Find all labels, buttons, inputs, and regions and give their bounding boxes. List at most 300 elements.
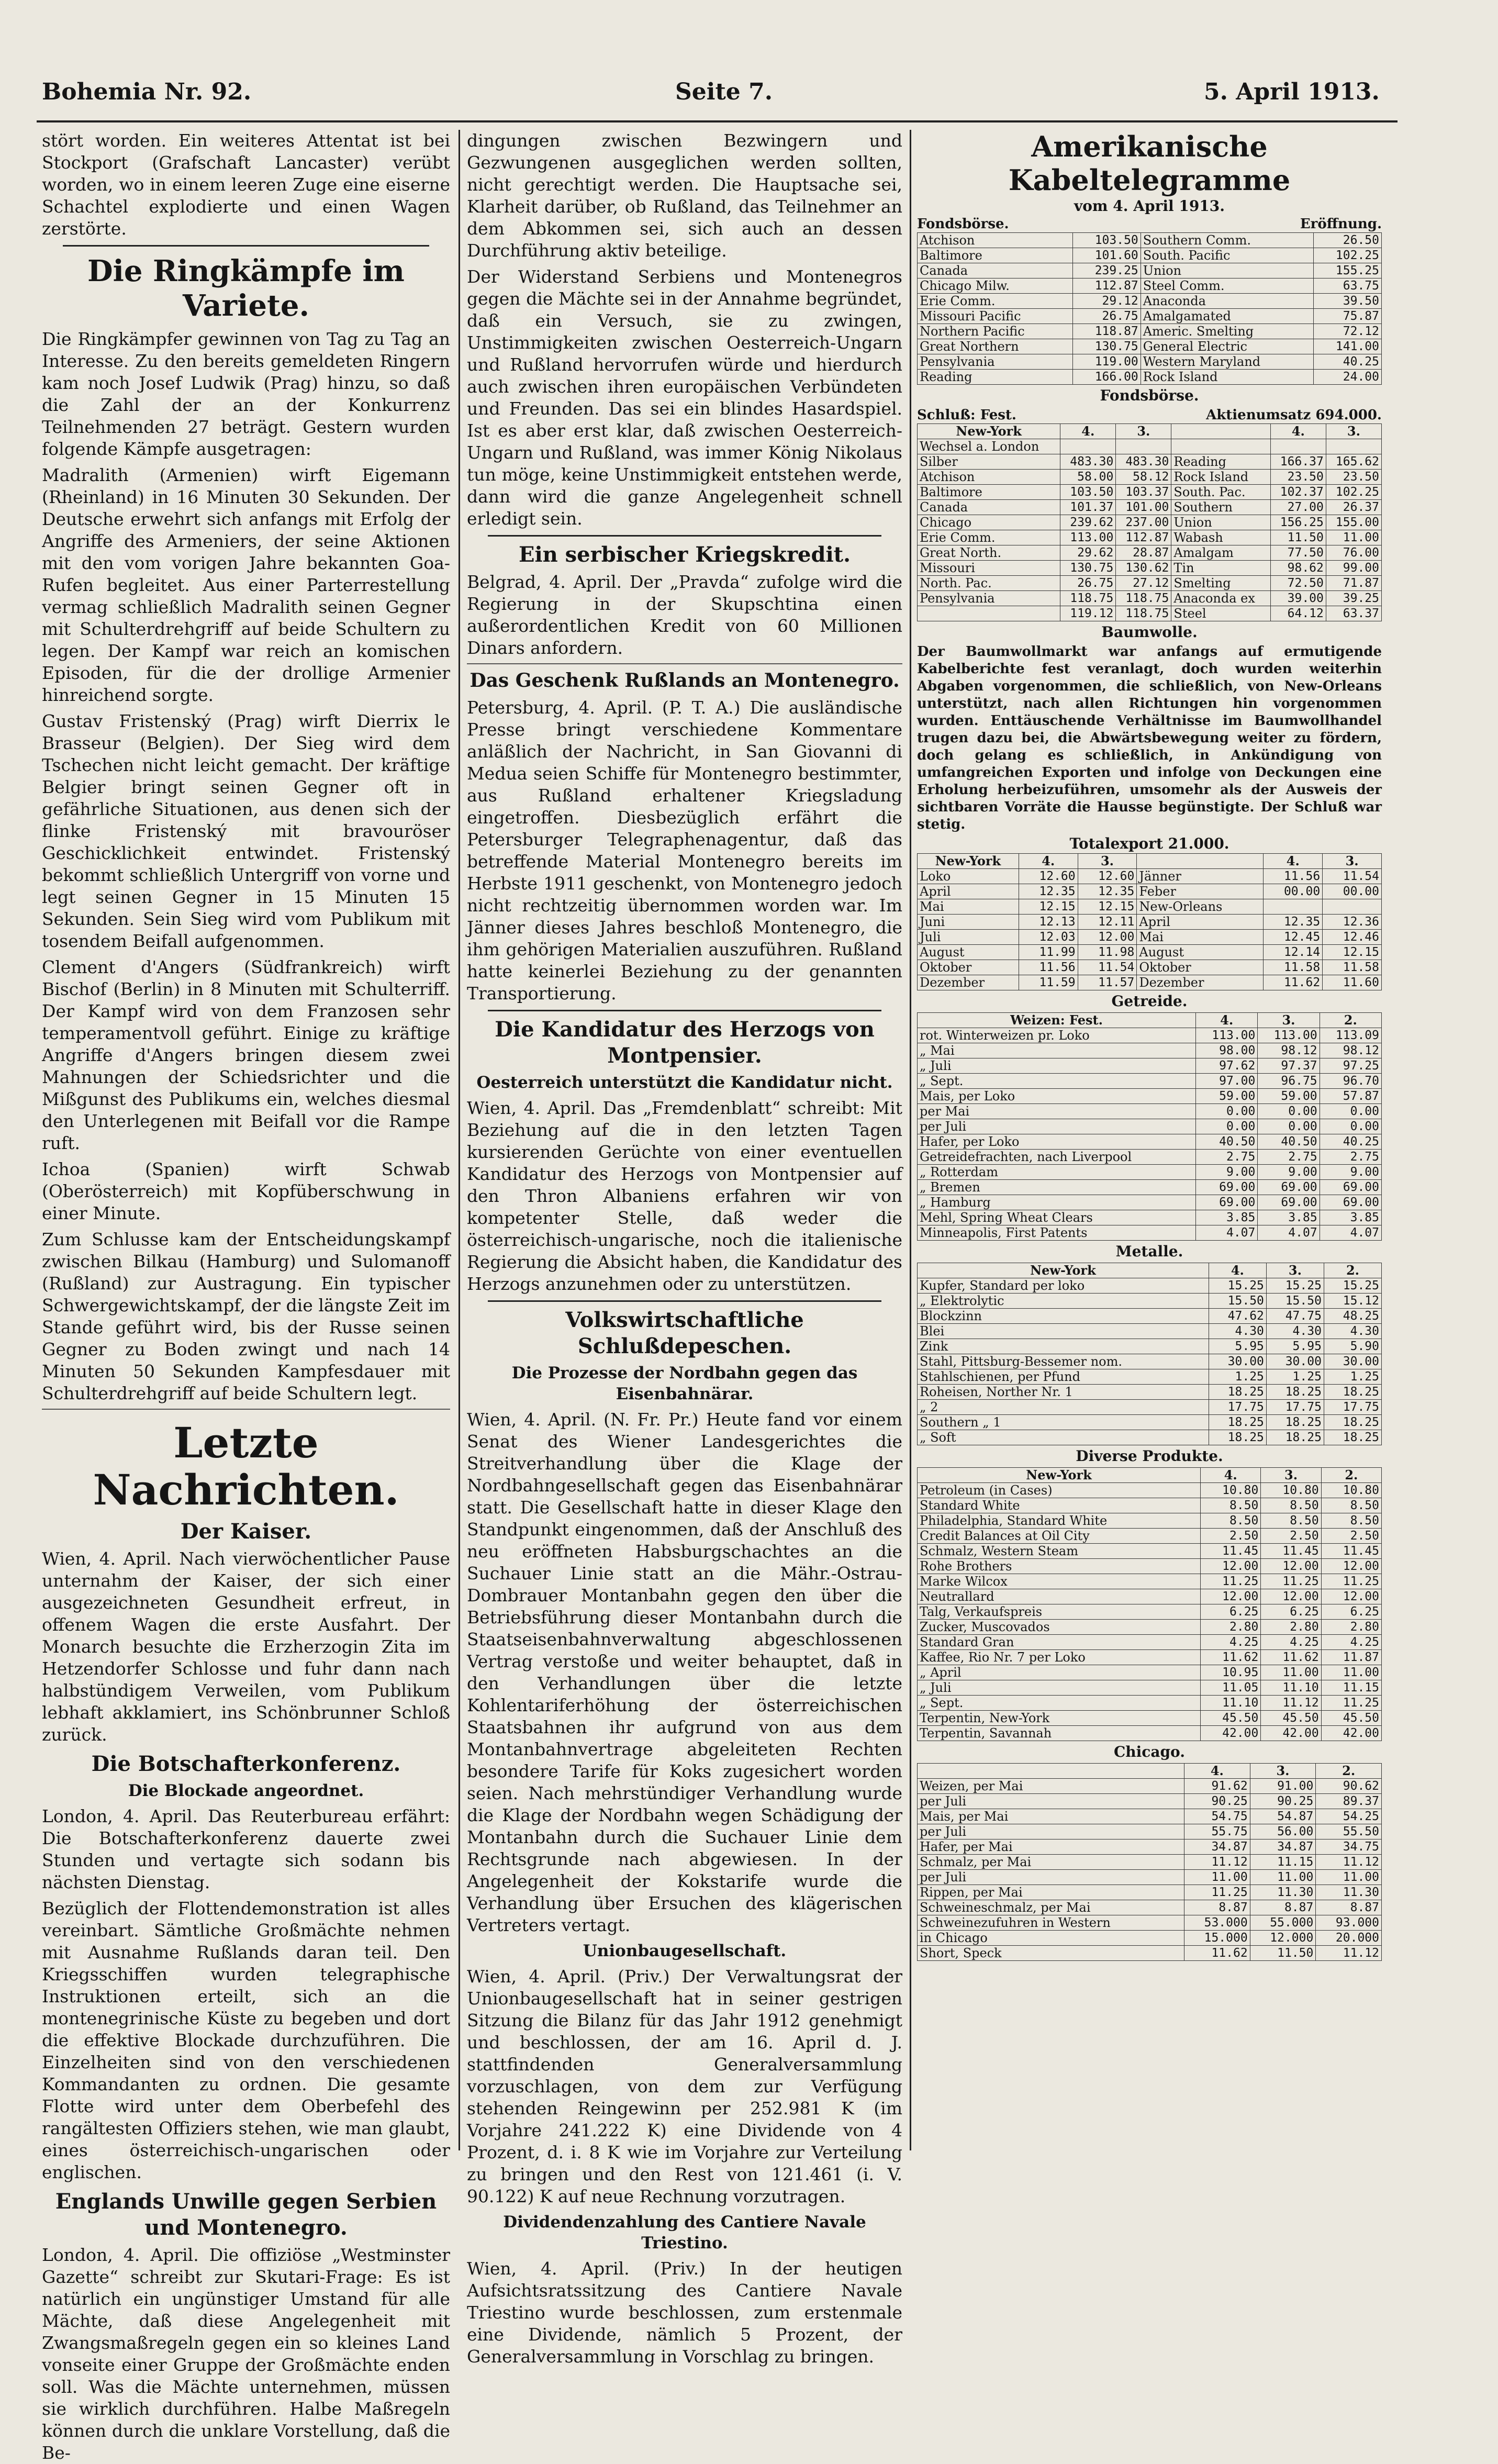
table-cell: 12.00 <box>1261 1589 1321 1604</box>
table-cell: 0.00 <box>1196 1119 1258 1134</box>
table-cell: 11.12 <box>1184 1855 1250 1870</box>
table-header-row <box>918 1263 1382 1278</box>
table-cell: 34.87 <box>1184 1839 1250 1855</box>
paragraph: Clement d'Angers (Südfrankreich) wirft Bischof (Berlin) in 8 Minuten mit Schulterriff. Der Kampf wird von dem Franzosen sehr temperamentvoll geführt. Einige zu kräftige Angriffe d'Angers bringen diesem zwei Mahnungen der Schiedsrichter und die Mißgunst des Publikums ein, welches diesmal den Unterlegenen mit Beifall vor die Rampe ruft. <box>42 957 450 1153</box>
table-cell: Americ. Smelting <box>1141 324 1313 339</box>
table-cell: „ Hamburg <box>918 1195 1196 1210</box>
column-2 <box>467 130 902 2367</box>
table-cell: Pensylvania <box>918 591 1060 606</box>
column-header: New-York <box>918 1468 1201 1483</box>
table-cell: 29.12 <box>1072 294 1141 309</box>
table-cell: 4.25 <box>1261 1635 1321 1650</box>
table-cell: 18.25 <box>1209 1385 1266 1400</box>
fonds-header <box>917 216 1382 232</box>
table-cell: Jänner <box>1137 869 1264 884</box>
table-cell: 11.54 <box>1078 960 1137 975</box>
table-row <box>918 263 1382 278</box>
table-cell: 11.00 <box>1316 1870 1382 1885</box>
table-cell: Union <box>1141 263 1313 278</box>
table-cell: 71.87 <box>1326 576 1381 591</box>
paragraph: Petersburg, 4. April. (P. T. A.) Die ausländische Presse bringt verschiedene Kommentare anläßlich der Nachricht, in San Giovanni di Medua seien Schiffe für Montenegro bestimmter, aus Rußland erhaltener Kriegsladung eingetroffen. Diesbezüglich erfährt die Petersburger Telegraphenagentur, daß das betreffende Material Montenegro bereits im Herbste 1911 geschenkt, von Montenegro jedoch nicht rechtzeitig übernommen worden war. Im Jänner dieses Jahres beschloß Montenegro, die ihm gehörigen Materialien auszuführen. Rußland hatte keinerlei Beziehung zu der genannten Transportierung. <box>467 697 902 1004</box>
table-cell: 11.62 <box>1264 975 1323 990</box>
table-cell: Marke Wilcox <box>918 1574 1201 1589</box>
table-cell: Canada <box>918 263 1073 278</box>
eroeffnung-label: Eröffnung. <box>1300 216 1382 232</box>
table-cell: 0.00 <box>1320 1119 1381 1134</box>
table-cell: 97.62 <box>1196 1058 1258 1074</box>
table-cell: 3.85 <box>1320 1210 1381 1225</box>
table-cell: 9.00 <box>1320 1165 1381 1180</box>
table-cell: 11.25 <box>1321 1574 1381 1589</box>
table-row <box>918 1278 1382 1294</box>
table-cell: Great North. <box>918 545 1060 561</box>
table-cell: 12.14 <box>1264 945 1323 960</box>
table-cell: 54.87 <box>1250 1809 1316 1824</box>
table-row <box>918 1074 1382 1089</box>
table-cell: Reading <box>1171 454 1270 470</box>
table-row <box>918 899 1382 915</box>
grain-table <box>917 1012 1382 1241</box>
table-cell: 11.56 <box>1264 869 1323 884</box>
table-row <box>918 1726 1382 1741</box>
paragraph: Wien, 4. April. (Priv.) Der Verwaltungsrat der Unionbaugesellschaft hat in seiner gestrigen Sitzung die Bilanz für das Jahr 1912 genehmigt und beschlossen, der am 16. April d. J. stattfindenden Generalversammlung vorzuschlagen, von dem zur Verfügung stehenden Reingewinn per 252.981 K (im Vorjahre 241.222 K) eine Dividende von 4 Prozent, d. i. 8 K wie im Vorjahre zur Verteilung zu bringen und den Rest von 121.461 (i. V. 90.122) K auf neue Rechnung vorzutragen. <box>467 1966 902 2206</box>
table-cell: April <box>918 884 1019 899</box>
column-header: 3. <box>1266 1263 1324 1278</box>
paragraph: Gustav Fristenský (Prag) wirft Dierrix le Brasseur (Belgien). Der Sieg wird dem Tschechen nicht leicht gemacht. Der kräftige Belgier bringt seinen Gegner oft in gefährliche Situationen, aus denen sich der flinke Fristenský mit bravouröser Geschicklichkeit entwindet. Fristenský bekommt schließlich Untergriff von vorne und legt seinen Gegner in 15 Minuten 15 Sekunden. Sein Sieg wird vom Publikum mit tosendem Beifall aufgenommen. <box>42 711 450 951</box>
table-cell: 58.12 <box>1116 470 1171 485</box>
headline-geschenk-russlands: Das Geschenk Rußlands an Montenegro. <box>469 670 900 692</box>
table-cell: 12.00 <box>1201 1589 1261 1604</box>
table-cell: 10.80 <box>1201 1483 1261 1498</box>
table-row <box>918 1089 1382 1104</box>
table-cell: 113.00 <box>1196 1028 1258 1043</box>
table-cell: 23.50 <box>1326 470 1381 485</box>
column-1 <box>42 130 450 2463</box>
table-cell: 10.95 <box>1201 1665 1261 1680</box>
table-cell: 57.87 <box>1320 1089 1381 1104</box>
table-cell: Terpentin, Savannah <box>918 1726 1201 1741</box>
table-cell: 29.62 <box>1060 545 1116 561</box>
table-cell: 91.62 <box>1184 1779 1250 1794</box>
table-cell: 102.25 <box>1313 248 1381 263</box>
table-cell: 76.00 <box>1326 545 1381 561</box>
paragraph: London, 4. April. Das Reuterbureau erfährt: Die Botschafterkonferenz dauerte zwei Stunden und vertagte sich sodann bis nächsten Dienstag. <box>42 1806 450 1892</box>
table-cell: 4.30 <box>1324 1324 1381 1339</box>
schluss-label: Schluß: Fest. <box>917 407 1016 423</box>
table-cell: Zink <box>918 1339 1209 1354</box>
table-cell: Mais, per Mai <box>918 1809 1184 1824</box>
table-cell: Silber <box>918 454 1060 470</box>
table-cell: 91.00 <box>1250 1779 1316 1794</box>
table-cell: 0.00 <box>1320 1104 1381 1119</box>
table-cell: 18.25 <box>1324 1415 1381 1430</box>
table-cell: 39.50 <box>1313 294 1381 309</box>
table-row <box>918 294 1382 309</box>
column-header: New-York <box>918 424 1060 439</box>
table-row <box>918 1559 1382 1574</box>
table-cell: Dezember <box>1137 975 1264 990</box>
column-rule-1 <box>459 130 460 2150</box>
table-cell: 4.25 <box>1201 1635 1261 1650</box>
table-row <box>918 324 1382 339</box>
table-cell: 15.25 <box>1209 1278 1266 1294</box>
column-header: 4. <box>1019 854 1078 869</box>
table-cell: 118.87 <box>1072 324 1141 339</box>
subheadline-kandidatur: Oesterreich unterstützt die Kandidatur nicht. <box>476 1073 893 1092</box>
table-cell: 59.00 <box>1258 1089 1320 1104</box>
table-row <box>918 869 1382 884</box>
table-cell: 4.30 <box>1266 1324 1324 1339</box>
table-row <box>918 1483 1382 1498</box>
table-header-row <box>918 854 1382 869</box>
table-cell: Union <box>1171 515 1270 530</box>
table-cell: 166.00 <box>1072 370 1141 385</box>
table-cell: Smelting <box>1171 576 1270 591</box>
paragraph: Zum Schlusse kam der Entscheidungskampf zwischen Bilkau (Hamburg) und Sulomanoff (Rußland) zur Austragung. Ein typischer Schwergewichtskampf, der die längste Zeit im Stande geführt wird, bis der Russe seinen Gegner zu Boden zwingt und nach 14 Minuten 50 Sekunden Kampfesdauer mit Schulterdrehgriff auf beide Schultern legt. <box>42 1229 450 1403</box>
table-row <box>918 1870 1382 1885</box>
table-cell: Roheisen, Norther Nr. 1 <box>918 1385 1209 1400</box>
table-cell: 90.62 <box>1316 1779 1382 1794</box>
table-cell: 69.00 <box>1258 1195 1320 1210</box>
table-cell: 75.87 <box>1313 309 1381 324</box>
table-cell: 2.75 <box>1320 1150 1381 1165</box>
table-cell: 6.25 <box>1321 1604 1381 1620</box>
table-cell: New-Orleans <box>1137 899 1264 915</box>
table-cell: 11.10 <box>1201 1696 1261 1711</box>
separator <box>42 1409 450 1410</box>
table-cell <box>1326 439 1381 454</box>
table-row <box>918 1043 1382 1058</box>
table-cell: 15.50 <box>1266 1294 1324 1309</box>
table-cell: Blockzinn <box>918 1309 1209 1324</box>
table-cell: 77.50 <box>1270 545 1326 561</box>
table-row <box>918 1400 1382 1415</box>
table-cell: 72.50 <box>1270 576 1326 591</box>
paragraph: Wien, 4. April. Das „Fremdenblatt“ schreibt: Mit Beziehung auf die in den letzten Tagen kursierenden Gerüchte von einer eventuellen Kandidatur des Herzogs von Montpensier auf den Thron Albaniens erfahren wir von kompetenter Stelle, daß weder die österreichisch-ungarische, noch die italienische Regierung die Absicht haben, die Kandidatur des Herzogs anzunehmen oder zu unterstützen. <box>467 1098 902 1294</box>
table-cell: 47.75 <box>1266 1309 1324 1324</box>
table-row <box>918 1946 1382 1961</box>
fonds-label: Fondsbörse. <box>917 216 1009 232</box>
table-cell: 42.00 <box>1261 1726 1321 1741</box>
table-row <box>918 1498 1382 1513</box>
table-cell: 93.000 <box>1316 1915 1382 1931</box>
table-cell: 0.00 <box>1258 1119 1320 1134</box>
table-cell: 11.58 <box>1323 960 1382 975</box>
table-cell: 42.00 <box>1321 1726 1381 1741</box>
table-cell: 11.12 <box>1316 1946 1382 1961</box>
date-line: vom 4. April 1913. <box>1074 197 1225 215</box>
opening-quotes-table <box>917 232 1382 385</box>
column-header: 2. <box>1321 1468 1381 1483</box>
table-cell: 11.50 <box>1270 530 1326 545</box>
column-header: 3. <box>1323 854 1382 869</box>
table-cell: 239.25 <box>1072 263 1141 278</box>
fonds2-label: Fondsbörse. <box>1100 387 1199 404</box>
table-row <box>918 1104 1382 1119</box>
table-cell: 11.25 <box>1261 1574 1321 1589</box>
table-cell: 97.25 <box>1320 1058 1381 1074</box>
headline-botschafterkonferenz: Die Botschafterkonferenz. <box>91 1752 401 1776</box>
table-row <box>918 1900 1382 1915</box>
table-cell: Talg, Verkaufspreis <box>918 1604 1201 1620</box>
table-cell: Petroleum (in Cases) <box>918 1483 1201 1498</box>
table-cell: 12.00 <box>1321 1589 1381 1604</box>
table-row <box>918 454 1382 470</box>
table-cell: Pensylvania <box>918 354 1073 370</box>
table-cell: 4.07 <box>1196 1225 1258 1241</box>
table-cell: 11.98 <box>1078 945 1137 960</box>
table-cell: 11.87 <box>1321 1650 1381 1665</box>
table-cell: South. Pac. <box>1171 485 1270 500</box>
separator <box>488 535 881 537</box>
table-row <box>918 1529 1382 1544</box>
table-cell: „ April <box>918 1665 1201 1680</box>
table-cell: 11.15 <box>1250 1855 1316 1870</box>
table-cell: Oktober <box>918 960 1019 975</box>
table-row <box>918 1180 1382 1195</box>
table-cell: 11.30 <box>1250 1885 1316 1900</box>
table-row <box>918 975 1382 990</box>
column-header: Weizen: Fest. <box>918 1013 1196 1028</box>
table-cell: Steel <box>1171 606 1270 621</box>
table-row <box>918 1134 1382 1150</box>
table-cell: Southern „ 1 <box>918 1415 1209 1430</box>
table-cell: Juli <box>918 930 1019 945</box>
table-cell: 18.25 <box>1266 1430 1324 1445</box>
table-row <box>918 960 1382 975</box>
table-row <box>918 915 1382 930</box>
table-cell: Erie Comm. <box>918 294 1073 309</box>
table-cell: Steel Comm. <box>1141 278 1313 294</box>
table-cell: Terpentin, New-York <box>918 1711 1201 1726</box>
subheadline-dividende: Dividendenzahlung des Cantiere Navale Triestino. <box>503 2213 866 2253</box>
table-row <box>918 1589 1382 1604</box>
table-cell: „ Juli <box>918 1058 1196 1074</box>
table-row <box>918 1195 1382 1210</box>
table-cell: 12.60 <box>1078 869 1137 884</box>
table-cell: Schmalz, per Mai <box>918 1855 1184 1870</box>
table-cell: Schweineschmalz, per Mai <box>918 1900 1184 1915</box>
table-cell: 40.25 <box>1320 1134 1381 1150</box>
table-cell: Canada <box>918 500 1060 515</box>
paragraph: London, 4. April. Die offiziöse „Westminster Gazette“ schreibt zur Skutari-Frage: Es ist natürlich ein ungünstiger Umstand für alle Mächte, daß diese Angelegenheit mit Zwangsmaßregeln gegen ein so kleines Land vonseite einer Gruppe der Großmächte enden soll. Was die Mächte unternehmen, müssen sie wirklich durchführen. Halbe Maßregeln können durch die unklare Vorstellung, daß die Be- <box>42 2245 450 2463</box>
table-cell: Dezember <box>918 975 1019 990</box>
table-cell: 11.12 <box>1316 1855 1382 1870</box>
table-cell: 102.37 <box>1270 485 1326 500</box>
table-cell: 12.36 <box>1323 915 1382 930</box>
table-cell: 40.50 <box>1258 1134 1320 1150</box>
table-row <box>918 1809 1382 1824</box>
table-cell: 34.87 <box>1250 1839 1316 1855</box>
table-cell: 15.25 <box>1324 1278 1381 1294</box>
table-cell: 58.00 <box>1060 470 1116 485</box>
table-cell: „ Elektrolytic <box>918 1294 1209 1309</box>
table-cell: 17.75 <box>1324 1400 1381 1415</box>
table-row <box>918 1415 1382 1430</box>
table-cell: 2.80 <box>1261 1620 1321 1635</box>
table-cell: 11.62 <box>1184 1946 1250 1961</box>
table-row <box>918 591 1382 606</box>
table-cell: 55.50 <box>1316 1824 1382 1839</box>
table-row <box>918 1680 1382 1696</box>
subheadline-unionbau: Unionbaugesellschaft. <box>583 1942 787 1960</box>
table-cell: 12.60 <box>1019 869 1078 884</box>
table-cell: 00.00 <box>1264 884 1323 899</box>
table-cell: 99.00 <box>1326 561 1381 576</box>
table-cell: 18.25 <box>1324 1430 1381 1445</box>
table-header-row <box>918 1013 1382 1028</box>
table-cell: Neutrallard <box>918 1589 1201 1604</box>
headline-ringkaempfe: Die Ringkämpfe im Variete. <box>87 254 405 323</box>
column-header: 4. <box>1196 1013 1258 1028</box>
table-cell: Mehl, Spring Wheat Clears <box>918 1210 1196 1225</box>
table-cell: 69.00 <box>1196 1180 1258 1195</box>
table-cell: 20.000 <box>1316 1931 1382 1946</box>
metalle-label: Metalle. <box>1115 1243 1183 1260</box>
table-cell: „ Rotterdam <box>918 1165 1196 1180</box>
table-cell: Anaconda <box>1141 294 1313 309</box>
paragraph: Bezüglich der Flottendemonstration ist alles vereinbart. Sämtliche Großmächte nehmen mit Ausnahme Rußlands daran teil. Den Kriegsschiffen wurden telegraphische Instruktionen erteilt, sich an die montenegrinische Küste zu begeben und dort die effektive Blockade durchzuführen. Die Einzelheiten sind von den verschiedenen Kommandanten zu ordnen. Die gesamte Flotte wird unter dem Oberbefehl des rangältesten Offiziers stehen, wie man glaubt, eines österreichisch-ungarischen oder englischen. <box>42 1898 450 2182</box>
table-cell: 27.12 <box>1116 576 1171 591</box>
separator <box>488 1300 881 1302</box>
table-cell: 18.25 <box>1209 1430 1266 1445</box>
table-cell: 56.00 <box>1250 1824 1316 1839</box>
table-cell: 483.30 <box>1060 454 1116 470</box>
table-cell: 15.12 <box>1324 1294 1381 1309</box>
table-cell: 45.50 <box>1321 1711 1381 1726</box>
table-row <box>918 1150 1382 1165</box>
table-cell: 11.45 <box>1201 1544 1261 1559</box>
table-cell: 9.00 <box>1196 1165 1258 1180</box>
table-cell: 11.56 <box>1019 960 1078 975</box>
table-cell: 113.00 <box>1258 1028 1320 1043</box>
table-cell: Missouri Pacific <box>918 309 1073 324</box>
table-cell <box>1116 439 1171 454</box>
table-cell: 39.25 <box>1326 591 1381 606</box>
paragraph: Der Widerstand Serbiens und Montenegros gegen die Mächte sei in der Annahme begründet, daß ein Versuch, sie zu zwingen, Unstimmigkeiten zwischen Oesterreich-Ungarn und Rußland hervorrufen würde und hierdurch auch zwischen ihren europäischen Verbündeten und Freunden. Das sei ein blindes Hasardspiel. Ist es aber erst klar, daß zwischen Oesterreich-Ungarn und Rußland, was immer König Nikolaus tun möge, keine Unstimmigkeit entstehen werde, dann wird die ganze Angelegenheit schnell erledigt sein. <box>467 266 902 529</box>
table-cell: 103.50 <box>1060 485 1116 500</box>
table-cell: 10.80 <box>1261 1483 1321 1498</box>
table-row <box>918 1119 1382 1134</box>
table-cell: 101.00 <box>1116 500 1171 515</box>
table-cell: 8.50 <box>1321 1513 1381 1529</box>
table-cell: 54.25 <box>1316 1809 1382 1824</box>
table-row <box>918 1574 1382 1589</box>
table-cell: August <box>918 945 1019 960</box>
paragraph: Wien, 4. April. (N. Fr. Pr.) Heute fand vor einem Senat des Wiener Landesgerichtes die Streitverhandlung über die Klage der Nordbahngesellschaft gegen das Eisenbahnärar statt. Die Gesellschaft hatte in dieser Klage den Standpunkt eingenommen, daß der Anschluß des neu eröffneten Habsburgschachtes an die Suchauer Linie statt an die Mähr.-Ostrau-Dombrauer Montanbahn gegen den über die Betriebsführung dieser Montanbahn durch die Staatseisenbahnverwaltung abgeschlossenen Vertrag verstoße und weiter behauptet, daß in den Verhandlungen über die letzte Kohlentariferhöhung der österreichischen Staatsbahnen ihr aufgrund von aus dem Montanbahnvertrage abgeleiteten Rechten besondere Tarife für Koks zugesichert worden seien. Nach mehrstündiger Verhandlung wurde die Klage der Nordbahn wegen Schädigung der Montanbahn durch die Suchauer Linie dem Rechtsgrunde nach abgewiesen. In der Angelegenheit der Kokstarife wurde die Verhandlung über Ersuchen des klägerischen Vertreters vertagt. <box>467 1409 902 1935</box>
table-cell: 97.37 <box>1258 1058 1320 1074</box>
table-cell: 5.90 <box>1324 1339 1381 1354</box>
separator <box>488 1010 881 1011</box>
table-row <box>918 1385 1382 1400</box>
baumwolle-report: Der Baumwollmarkt war anfangs auf ermutigende Kabelberichte fest veranlagt, doch wurden weiterhin Abgaben vorgenommen, die schließlich, von New-Orleans unterstützt, nach allen Richtungen hin vorgenommen wurden. Enttäuschende Verhältnisse im Baumwollhandel trugen dazu bei, die Abwärtsbewegung weiter zu fördern, doch gelang es schließlich, in Ankündigung von umfangreichen Exporten und infolge von Deckungen eine Erholung herbeizuführen, umsomehr als der Ausweis der sichtbaren Vorräte die Hausse begünstigte. Der Schluß war stetig. <box>917 644 1382 832</box>
table-row <box>918 1665 1382 1680</box>
table-row <box>918 278 1382 294</box>
table-row <box>918 1650 1382 1665</box>
table-row <box>918 1369 1382 1385</box>
table-cell: 155.00 <box>1326 515 1381 530</box>
separator <box>63 245 429 247</box>
table-row <box>918 1839 1382 1855</box>
table-cell: 45.50 <box>1201 1711 1261 1726</box>
table-cell: 40.25 <box>1313 354 1381 370</box>
table-cell: 23.50 <box>1270 470 1326 485</box>
table-cell: Western Maryland <box>1141 354 1313 370</box>
table-row <box>918 930 1382 945</box>
column-header: 3. <box>1261 1468 1321 1483</box>
headline-kaiser: Der Kaiser. <box>180 1519 312 1544</box>
table-cell: 96.70 <box>1320 1074 1381 1089</box>
table-row <box>918 339 1382 354</box>
table-cell: 18.25 <box>1266 1385 1324 1400</box>
table-cell: 30.00 <box>1266 1354 1324 1369</box>
table-cell: 12.46 <box>1323 930 1382 945</box>
table-cell: Erie Comm. <box>918 530 1060 545</box>
schluss-line <box>917 407 1382 423</box>
table-cell: 24.00 <box>1313 370 1381 385</box>
table-cell: Chicago <box>918 515 1060 530</box>
table-cell: per Mai <box>918 1104 1196 1119</box>
headline-letzte-nachrichten: Letzte Nachrichten. <box>93 1418 399 1514</box>
table-cell: „ 2 <box>918 1400 1209 1415</box>
table-cell: 64.12 <box>1270 606 1326 621</box>
table-cell: 45.50 <box>1261 1711 1321 1726</box>
table-cell: 69.00 <box>1320 1180 1381 1195</box>
table-cell: 113.09 <box>1320 1028 1381 1043</box>
subheadline-blockade: Die Blockade angeordnet. <box>128 1781 364 1800</box>
table-cell: 1.25 <box>1266 1369 1324 1385</box>
table-cell: 11.00 <box>1326 530 1381 545</box>
table-row <box>918 1824 1382 1839</box>
table-cell: 63.75 <box>1313 278 1381 294</box>
table-cell: Great Northern <box>918 339 1073 354</box>
table-row <box>918 884 1382 899</box>
table-cell: 40.50 <box>1196 1134 1258 1150</box>
table-cell: August <box>1137 945 1264 960</box>
table-cell: 2.75 <box>1196 1150 1258 1165</box>
table-cell: Credit Balances at Oil City <box>918 1529 1201 1544</box>
masthead-center: Seite 7. <box>675 79 773 105</box>
table-header-row <box>918 1468 1382 1483</box>
table-cell: per Juli <box>918 1870 1184 1885</box>
table-cell: 11.25 <box>1184 1885 1250 1900</box>
chicago-label: Chicago. <box>1114 1743 1185 1760</box>
table-cell: 47.62 <box>1209 1309 1266 1324</box>
headline-kabeltelegramme: Amerikanische Kabeltelegramme <box>1008 130 1291 197</box>
table-row <box>918 945 1382 960</box>
table-cell: 55.75 <box>1184 1824 1250 1839</box>
table-row <box>918 1544 1382 1559</box>
table-cell: „ Soft <box>918 1430 1209 1445</box>
table-row <box>918 561 1382 576</box>
table-cell: 69.00 <box>1258 1180 1320 1195</box>
table-cell <box>1270 439 1326 454</box>
table-row <box>918 576 1382 591</box>
table-cell <box>1060 439 1116 454</box>
table-cell: Hafer, per Loko <box>918 1134 1196 1150</box>
table-cell: 30.00 <box>1209 1354 1266 1369</box>
column-header: 3. <box>1078 854 1137 869</box>
table-row <box>918 1339 1382 1354</box>
table-cell: 12.45 <box>1264 930 1323 945</box>
table-cell: Schmalz, Western Steam <box>918 1544 1201 1559</box>
table-cell: 2.80 <box>1201 1620 1261 1635</box>
table-cell: 2.50 <box>1201 1529 1261 1544</box>
table-cell: Kaffee, Rio Nr. 7 per Loko <box>918 1650 1201 1665</box>
baumwolle-label: Baumwolle. <box>1101 623 1198 641</box>
table-cell: 101.60 <box>1072 248 1141 263</box>
table-cell: 11.15 <box>1321 1680 1381 1696</box>
